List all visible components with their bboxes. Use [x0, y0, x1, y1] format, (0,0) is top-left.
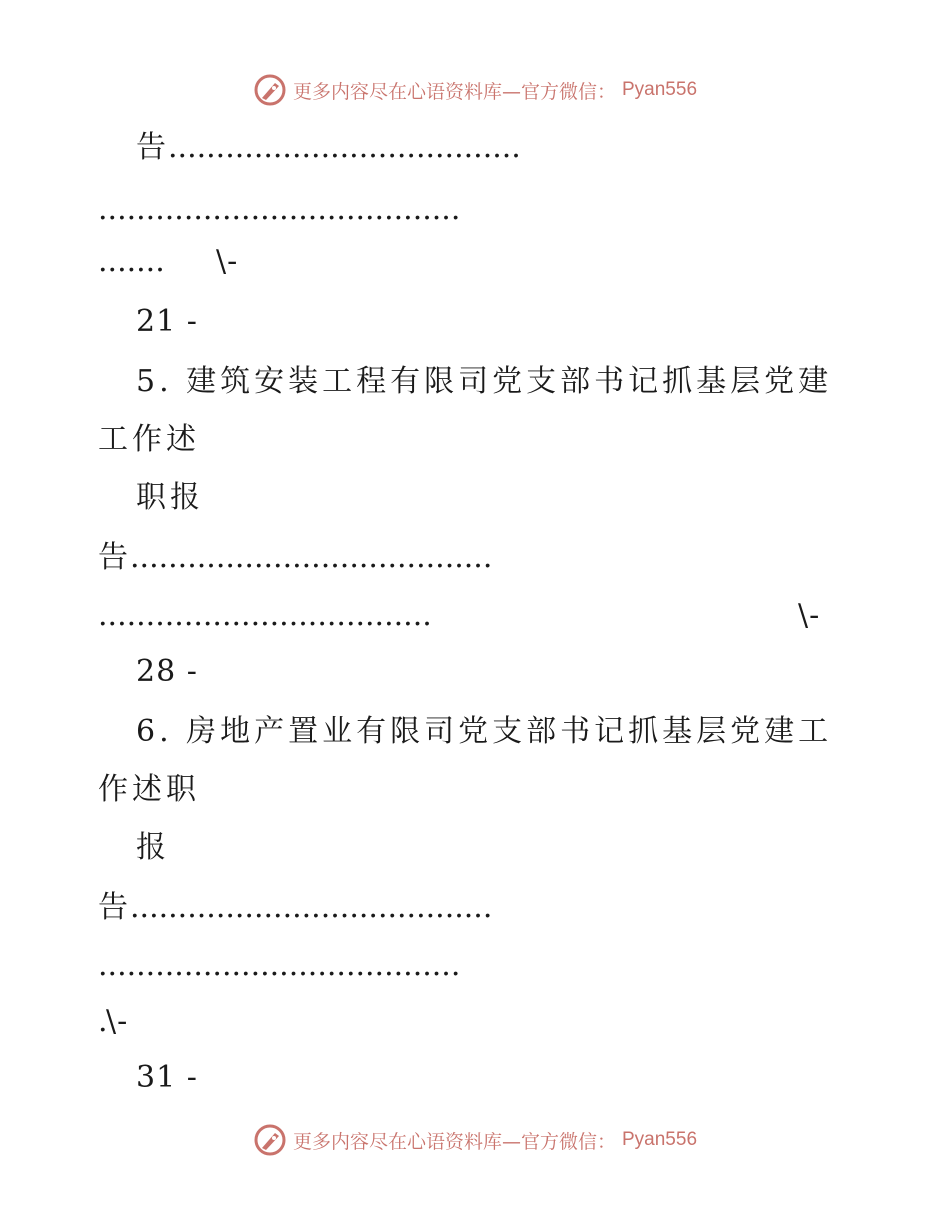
toc-entry-6-title-line-2[interactable]: 作述职	[98, 772, 200, 807]
toc-entry-6-dots-end: .	[98, 1004, 108, 1039]
toc-entry-5-dots-1: ......................................	[130, 540, 493, 575]
toc-entry-6-dash: \-	[106, 1004, 129, 1039]
banner-text: 更多内容尽在心语资料库—官方微信：	[292, 80, 616, 103]
toc-entry-5-title-line-2[interactable]: 工作述	[98, 422, 200, 457]
toc-entry-5-word: 告	[98, 540, 129, 575]
toc-entry-6-word: 告	[98, 890, 129, 925]
toc-prev-page-number: 21 -	[136, 304, 198, 339]
toc-entry-6-dots-2: ......................................	[98, 948, 461, 983]
header-banner	[0, 70, 950, 110]
toc-prev-word: 告	[136, 130, 167, 165]
toc-entry-5-page-number[interactable]: 28 -	[136, 654, 198, 689]
toc-entry-6-title-line-1[interactable]: 6. 房地产置业有限司党支部书记抓基层党建工	[136, 714, 833, 749]
toc-entry-6-page-number[interactable]: 31 -	[136, 1060, 198, 1095]
toc-prev-dots-end: .......	[98, 244, 165, 279]
toc-entry-6-dots-1: ......................................	[130, 890, 493, 925]
wechat-id: Pyan556	[622, 1129, 698, 1150]
toc-prev-dash: \-	[216, 244, 239, 279]
wechat-id: Pyan556	[622, 79, 698, 100]
pen-logo-icon	[253, 1123, 287, 1157]
toc-entry-5-title-line-1[interactable]: 5. 建筑安装工程有限司党支部书记抓基层党建	[136, 364, 833, 399]
footer-banner	[0, 1120, 950, 1160]
toc-entry-6-title-line-3[interactable]: 报	[136, 830, 170, 865]
toc-prev-dots-2: ......................................	[98, 192, 461, 227]
banner-text: 更多内容尽在心语资料库—官方微信：	[292, 1130, 616, 1153]
toc-entry-5-dots-2: ...................................	[98, 598, 432, 633]
toc-prev-dots-1: .....................................	[168, 130, 521, 165]
toc-entry-5-dash: \-	[798, 598, 821, 633]
pen-logo-icon	[253, 73, 287, 107]
toc-entry-5-title-line-3[interactable]: 职报	[136, 480, 204, 515]
